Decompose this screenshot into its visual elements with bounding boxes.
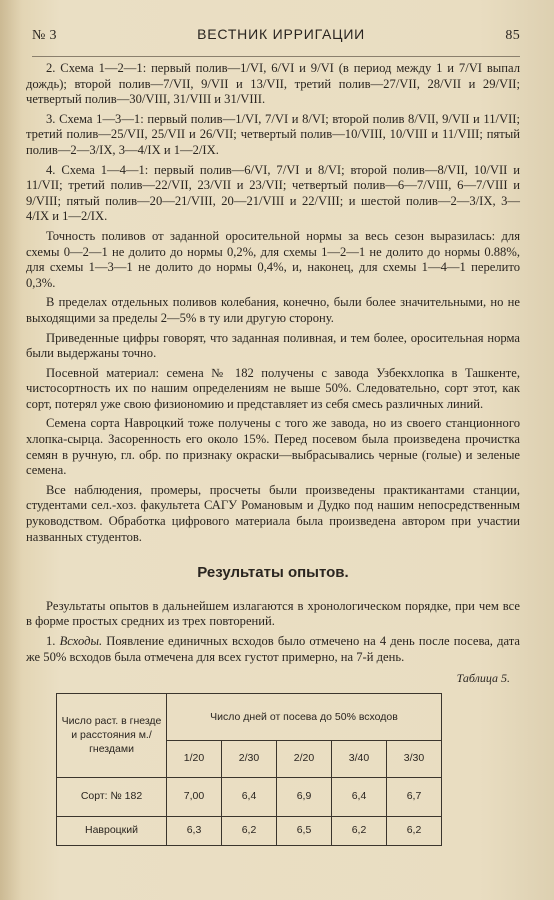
- row-header: Число раст. в гнезде и расстояния м./гнездами: [57, 693, 167, 777]
- paragraph: Все наблюдения, промеры, просчеты были произведены практикантами станции, студентами сел.-хоз. факультета САГУ Романовым и Дудко под нашим непосредственным руководством. Обработка цифрового материала была произведена автором при участии названных студентов.: [26, 482, 520, 544]
- row-label: Навроцкий: [57, 816, 167, 845]
- table-cell: 6,2: [387, 816, 442, 845]
- column-header: 3/40: [332, 740, 387, 777]
- results-item-text: Появление единичных всходов было отмечено на 4 день после посева, дата же 50% всходов была отмечена для всех густот примерно, на 7-й день.: [26, 634, 520, 664]
- table-cell: 6,5: [277, 816, 332, 845]
- row-label: Сорт: № 182: [57, 777, 167, 816]
- table-row: [57, 816, 442, 845]
- paragraph: 3. Схема 1—3—1: первый полив—1/VI, 7/VI и 8/VI; второй полив 8/VII, 9/VII и 11/VII; третий полив—25/VII, 25/VII и 26/VII; четвертый полив—10/VIII, 10/VIII и 11/VIII; пятый полив—2—3/IX, 3—4/IX и 1—2/IX.: [26, 111, 520, 157]
- paragraph: Семена сорта Навроцкий тоже получены с того же завода, но из своего станционного хлопка-сырца. Засоренность его около 15%. Перед посевом была произведена прочистка семян в ручную, гл. обр. по признаку окраски—выбрасывались черные (голые) и зеленые семена.: [26, 416, 520, 478]
- results-item-prefix: 1.: [46, 634, 60, 648]
- journal-title: ВЕСТНИК ИРРИГАЦИИ: [197, 26, 366, 42]
- table-cell: 6,4: [332, 777, 387, 816]
- column-header: 1/20: [167, 740, 222, 777]
- table-caption: [26, 671, 510, 687]
- section-heading: Результаты опытов.: [197, 564, 349, 582]
- paragraph: Посевной материал: семена № 182 получены с завода Узбекхлопка в Ташкенте, чистосортность их по нашим определениям не выше 50%. Следовательно, сорт этот, как сорт, потерял уже свою физиономию и представляет из себя смесь различных линий.: [26, 365, 520, 411]
- body-text: [26, 61, 520, 846]
- column-header: 2/30: [222, 740, 277, 777]
- table-row: [57, 777, 442, 816]
- results-item-label: Всходы.: [59, 634, 103, 648]
- page-number: 85: [505, 28, 520, 43]
- running-header: [32, 0, 520, 57]
- table-caption-number: 5.: [501, 671, 510, 686]
- paragraph: 4. Схема 1—4—1: первый полив—6/VI, 7/VI и 8/VI; второй полив—8/VII, 10/VII и 11/VII; третий полив—22/VII, 23/VII и 23/VII; четвертый полив—6—7/VIII, 6—7/VIII и 9/VIII; пятый полив—20—21/VIII, 20—21/VIII и 22/VIII; и шестой полив—2—3/IX, 3—4/IX и 1—2/IX.: [26, 162, 520, 224]
- table-cell: 6,7: [387, 777, 442, 816]
- table-cell: 6,3: [167, 816, 222, 845]
- group-header: Число дней от посева до 50% всходов: [167, 693, 442, 740]
- column-header: 3/30: [387, 740, 442, 777]
- paragraph: В пределах отдельных поливов колебания, конечно, были более значительными, но не выходящими за пределы 2—5% в ту или другую сторону.: [26, 295, 520, 325]
- table-cell: 6,2: [332, 816, 387, 845]
- paragraph: 2. Схема 1—2—1: первый полив—1/VI, 6/VI и 9/VI (в период между 1 и 7/VI выпал дождь); второй полив—7/VII, 9/VII и 13/VII, третий полив—27/VII, 28/VII и 29/VII; четвертый полив—30/VIII, 31/VIII и 31/VIII.: [26, 61, 520, 107]
- paragraph: Приведенные цифры говорят, что заданная поливная, и тем более, оросительная норма были выдержаны точно.: [26, 330, 520, 361]
- table-cell: 6,9: [277, 777, 332, 816]
- table-cell: 6,2: [222, 816, 277, 845]
- table-caption-word: Таблица: [456, 671, 498, 686]
- issue-number: № 3: [32, 28, 57, 43]
- table-cell: 6,4: [222, 777, 277, 816]
- column-header: 2/20: [277, 740, 332, 777]
- results-intro: Результаты опытов в дальнейшем излагаются в хронологическом порядке, при чем все в форме простых средних из трех повторений.: [26, 598, 520, 629]
- data-table: [56, 693, 442, 846]
- table-cell: 7,00: [167, 777, 222, 816]
- results-item: [26, 634, 520, 665]
- paragraph: Точность поливов от заданной оросительной нормы за весь сезон выразилась: для схемы 0—2—1 не долито до нормы 0,2%, для схемы 1—2—1 не долито до нормы 0.88%, для схемы 1—3—1 не долито до нормы 0,4%, и, наконец, для схемы 1—4—1 перелито 0,3%.: [26, 228, 520, 290]
